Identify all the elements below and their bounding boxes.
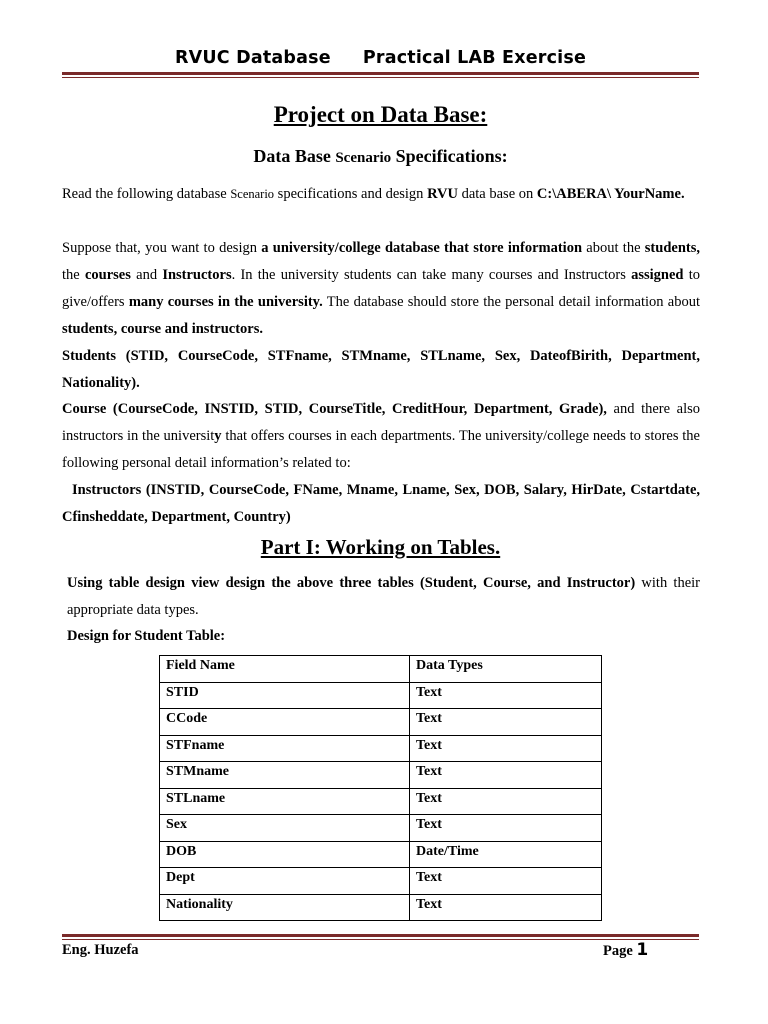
field-name-cell: STFname (160, 735, 410, 762)
data-type-cell: Text (410, 762, 602, 789)
table-row (160, 788, 602, 815)
table-row (160, 815, 602, 842)
table-row (160, 894, 602, 921)
data-type-cell: Text (410, 788, 602, 815)
table-row (160, 682, 602, 709)
footer-rule-thick (62, 934, 699, 937)
part-one-title: Part I: Working on Tables. (260, 535, 501, 559)
instructors-definition: Instructors (INSTID, CourseCode, FName, Mname, Lname, Sex, DOB, Salary, HirDate, Cstartdate, Cfinsheddate, Department, Country) (62, 482, 700, 525)
page-subtitle: Data Base Scenario Specifications: (253, 146, 508, 166)
field-name-cell: Dept (160, 868, 410, 895)
intro-paragraph: Read the following database Scenario specifications and design RVU data base on C:\ABERA\ YourName. (62, 186, 685, 202)
data-type-cell: Text (410, 894, 602, 921)
data-type-cell: Date/Time (410, 841, 602, 868)
header-right: Practical LAB Exercise (362, 48, 587, 68)
field-name-cell: Nationality (160, 894, 410, 921)
table-row (160, 762, 602, 789)
field-name-cell: Field Name (160, 656, 410, 683)
course-definition: Course (CourseCode, INSTID, STID, CourseTitle, CreditHour, Department, Grade), and there also instructors in the university that offers courses in each departments. The university/college needs to stores the following personal detail information’s related to: (62, 401, 700, 471)
table-row (160, 868, 602, 895)
field-name-cell: DOB (160, 841, 410, 868)
student-table (159, 655, 602, 921)
scenario-paragraph: Suppose that, you want to design a university/college database that store information about the students, the courses and Instructors. In the university students can take many courses and Instructors assigned to give/offers many courses in the university. The database should store the personal detail information about students, course and instructors. (62, 240, 701, 337)
field-name-cell: CCode (160, 709, 410, 736)
data-type-cell: Data Types (410, 656, 602, 683)
table-header-row (160, 656, 602, 683)
footer-page: Page 1 (603, 940, 649, 960)
page-title: Project on Data Base: (273, 102, 488, 127)
field-name-cell: STLname (160, 788, 410, 815)
header-left: RVUC Database (174, 48, 331, 68)
data-type-cell: Text (410, 735, 602, 762)
data-type-cell: Text (410, 682, 602, 709)
footer-author: Eng. Huzefa (62, 942, 139, 958)
header-rule-thin (62, 77, 699, 78)
design-label: Design for Student Table: (67, 628, 226, 644)
data-type-cell: Text (410, 709, 602, 736)
field-name-cell: STMname (160, 762, 410, 789)
page-header (62, 48, 699, 68)
table-row (160, 841, 602, 868)
field-name-cell: STID (160, 682, 410, 709)
header-rule-thick (62, 72, 699, 75)
students-definition: Students (STID, CourseCode, STFname, STMname, STLname, Sex, DateofBirith, Department, Nationality). (62, 348, 700, 391)
page-number: 1 (636, 940, 649, 960)
table-row (160, 709, 602, 736)
field-name-cell: Sex (160, 815, 410, 842)
instructions-paragraph: Using table design view design the above three tables (Student, Course, and Instructor) with their appropriate data types. (67, 575, 700, 618)
table-row (160, 735, 602, 762)
data-type-cell: Text (410, 868, 602, 895)
data-type-cell: Text (410, 815, 602, 842)
